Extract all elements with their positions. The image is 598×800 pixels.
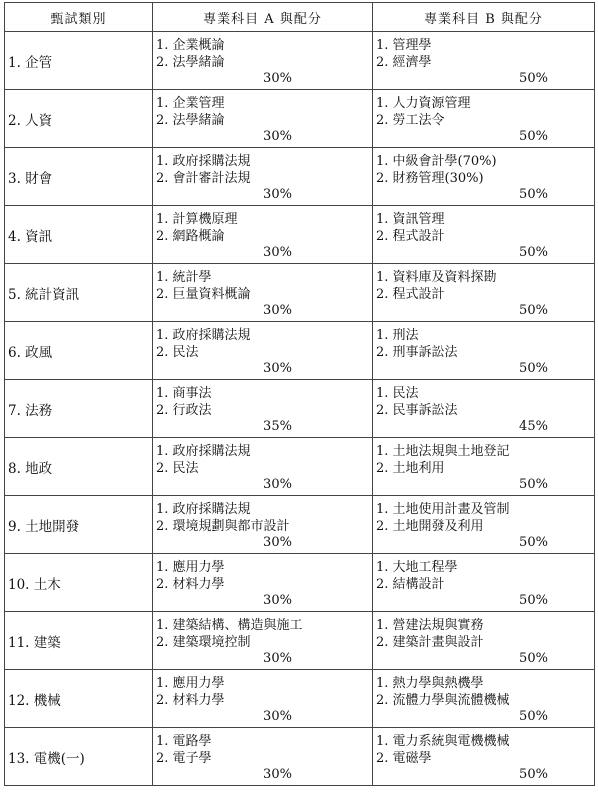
subject-b-item: 2. 流體力學與流體機械: [376, 693, 510, 708]
table-row: [5, 728, 595, 786]
subject-b-weight: 50%: [519, 709, 548, 724]
subject-a-item: 2. 材料力學: [156, 693, 225, 708]
category-cell: 3. 財會: [5, 148, 153, 206]
subject-b-cell: [373, 612, 595, 670]
subject-b-item: 2. 電磁學: [376, 751, 432, 766]
subject-a-weight: 35%: [263, 419, 292, 434]
subject-b-weight: 45%: [519, 419, 548, 434]
subject-a-cell: [153, 322, 373, 380]
subject-a-item: 2. 行政法: [156, 403, 212, 418]
category-cell: 10. 土木: [5, 554, 153, 612]
subject-b-cell: [373, 148, 595, 206]
table-row: [5, 554, 595, 612]
table-row: [5, 148, 595, 206]
subject-a-item: 2. 民法: [156, 345, 199, 360]
subject-a-cell: [153, 206, 373, 264]
category-cell: 6. 政風: [5, 322, 153, 380]
subject-a-item: 1. 企業概論: [156, 38, 225, 53]
subject-a-weight: 30%: [263, 187, 292, 202]
category-cell: 8. 地政: [5, 438, 153, 496]
subject-b-cell: [373, 496, 595, 554]
subject-b-cell: [373, 438, 595, 496]
subject-b-item: 2. 刑事訴訟法: [376, 345, 458, 360]
table-row: [5, 206, 595, 264]
subject-a-weight: 30%: [263, 767, 292, 782]
subject-a-item: 1. 應用力學: [156, 560, 225, 575]
subject-a-weight: 30%: [263, 651, 292, 666]
subject-b-item: 2. 建築計畫與設計: [376, 635, 484, 650]
table-body: [5, 32, 595, 786]
subject-a-weight: 30%: [263, 303, 292, 318]
subject-a-item: 2. 法學緒論: [156, 55, 225, 70]
subject-a-cell: [153, 90, 373, 148]
subject-a-item: 1. 政府採購法規: [156, 502, 251, 517]
subject-b-weight: 50%: [519, 129, 548, 144]
subject-b-item: 1. 管理學: [376, 38, 432, 53]
subject-b-item: 1. 營建法規與實務: [376, 618, 484, 633]
subject-a-item: 1. 企業管理: [156, 96, 225, 111]
table-row: [5, 264, 595, 322]
subject-b-item: 1. 資訊管理: [376, 212, 445, 227]
subject-b-cell: [373, 670, 595, 728]
subject-a-item: 2. 法學緒論: [156, 113, 225, 128]
subject-a-cell: [153, 728, 373, 786]
subject-b-cell: [373, 728, 595, 786]
subject-b-item: 2. 程式設計: [376, 287, 445, 302]
subject-b-item: 1. 土地法規與土地登記: [376, 444, 510, 459]
subject-a-item: 2. 電子學: [156, 751, 212, 766]
subject-b-item: 2. 勞工法令: [376, 113, 445, 128]
subject-b-item: 2. 財務管理(30%): [376, 171, 484, 186]
header-subject-b: 專業科目 B 與配分: [373, 3, 595, 32]
subject-a-item: 2. 網路概論: [156, 229, 225, 244]
subject-b-cell: [373, 90, 595, 148]
subject-b-weight: 50%: [519, 651, 548, 666]
subject-b-cell: [373, 32, 595, 90]
table-row: [5, 438, 595, 496]
subject-a-item: 2. 材料力學: [156, 577, 225, 592]
subject-b-weight: 50%: [519, 245, 548, 260]
category-cell: 12. 機械: [5, 670, 153, 728]
subject-b-weight: 50%: [519, 303, 548, 318]
subject-b-weight: 50%: [519, 593, 548, 608]
table-row: [5, 380, 595, 438]
subject-b-item: 2. 土地開發及利用: [376, 519, 484, 534]
subject-b-cell: [373, 264, 595, 322]
subject-a-weight: 30%: [263, 129, 292, 144]
subject-a-cell: [153, 496, 373, 554]
subject-a-cell: [153, 670, 373, 728]
subject-a-cell: [153, 438, 373, 496]
subject-a-item: 2. 民法: [156, 461, 199, 476]
table-row: [5, 32, 595, 90]
subject-a-item: 1. 電路學: [156, 734, 212, 749]
subject-b-weight: 50%: [519, 767, 548, 782]
table-row: [5, 496, 595, 554]
subject-b-item: 1. 電力系統與電機機械: [376, 734, 510, 749]
subject-a-item: 2. 會計審計法規: [156, 171, 251, 186]
subject-b-item: 1. 中級會計學(70%): [376, 154, 497, 169]
subject-b-item: 1. 土地使用計畫及管制: [376, 502, 510, 517]
subject-a-cell: [153, 148, 373, 206]
category-cell: 11. 建築: [5, 612, 153, 670]
subject-b-weight: 50%: [519, 187, 548, 202]
subject-b-cell: [373, 554, 595, 612]
subject-b-item: 1. 人力資源管理: [376, 96, 471, 111]
subject-a-cell: [153, 32, 373, 90]
subject-b-cell: [373, 206, 595, 264]
subject-b-item: 1. 熱力學與熱機學: [376, 676, 484, 691]
subject-b-item: 1. 民法: [376, 386, 419, 401]
subject-a-cell: [153, 380, 373, 438]
subject-b-weight: 50%: [519, 535, 548, 550]
subject-a-item: 1. 計算機原理: [156, 212, 238, 227]
subject-b-item: 1. 資料庫及資料探勘: [376, 270, 497, 285]
subject-a-item: 1. 商事法: [156, 386, 212, 401]
subject-a-item: 1. 應用力學: [156, 676, 225, 691]
subject-a-item: 1. 政府採購法規: [156, 328, 251, 343]
subject-a-item: 2. 建築環境控制: [156, 635, 251, 650]
subject-a-cell: [153, 554, 373, 612]
subject-b-item: 2. 土地利用: [376, 461, 445, 476]
subject-a-weight: 30%: [263, 593, 292, 608]
category-cell: 13. 電機(一): [5, 728, 153, 786]
subject-b-weight: 50%: [519, 361, 548, 376]
header-subject-a: 專業科目 A 與配分: [153, 3, 373, 32]
subject-a-weight: 30%: [263, 535, 292, 550]
category-cell: 2. 人資: [5, 90, 153, 148]
subject-a-item: 1. 建築結構、構造與施工: [156, 618, 303, 633]
category-cell: 7. 法務: [5, 380, 153, 438]
subject-a-weight: 30%: [263, 245, 292, 260]
category-cell: 1. 企管: [5, 32, 153, 90]
subject-b-weight: 50%: [519, 477, 548, 492]
header-row: [5, 3, 595, 32]
subject-b-item: 1. 大地工程學: [376, 560, 458, 575]
category-cell: 5. 統計資訊: [5, 264, 153, 322]
table-row: [5, 612, 595, 670]
subject-b-item: 2. 經濟學: [376, 55, 432, 70]
subject-a-item: 1. 政府採購法規: [156, 444, 251, 459]
table-row: [5, 322, 595, 380]
exam-subjects-table: [4, 2, 595, 786]
subject-a-item: 1. 政府採購法規: [156, 154, 251, 169]
subject-b-weight: 50%: [519, 71, 548, 86]
subject-b-cell: [373, 380, 595, 438]
table-row: [5, 90, 595, 148]
subject-b-item: 1. 刑法: [376, 328, 419, 343]
subject-a-item: 2. 環境規劃與都市設計: [156, 519, 290, 534]
subject-a-item: 2. 巨量資料概論: [156, 287, 251, 302]
subject-b-item: 2. 程式設計: [376, 229, 445, 244]
subject-b-item: 2. 結構設計: [376, 577, 445, 592]
category-cell: 4. 資訊: [5, 206, 153, 264]
subject-a-weight: 30%: [263, 71, 292, 86]
subject-a-item: 1. 統計學: [156, 270, 212, 285]
subject-b-item: 2. 民事訴訟法: [376, 403, 458, 418]
table-row: [5, 670, 595, 728]
category-cell: 9. 土地開發: [5, 496, 153, 554]
header-category: 甄試類別: [5, 3, 153, 32]
subject-a-cell: [153, 612, 373, 670]
subject-a-cell: [153, 264, 373, 322]
subject-a-weight: 30%: [263, 477, 292, 492]
subject-a-weight: 30%: [263, 709, 292, 724]
subject-a-weight: 30%: [263, 361, 292, 376]
subject-b-cell: [373, 322, 595, 380]
